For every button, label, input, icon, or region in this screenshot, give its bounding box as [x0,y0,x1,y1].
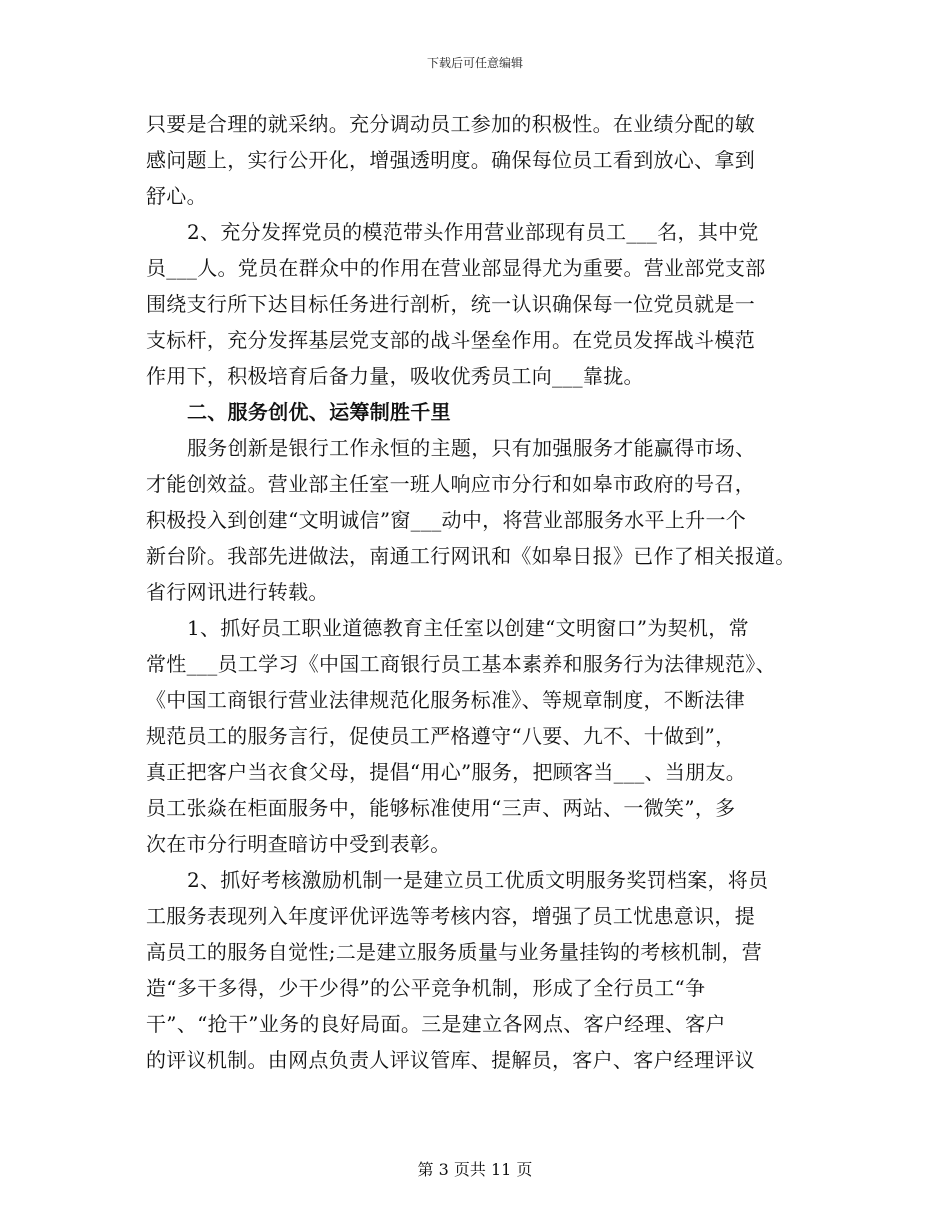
text-line: 舒心。 [146,184,207,208]
text-line: 员工张焱在柜面服务中，能够标准使用“三声、两站、一微笑”，多 [146,796,736,820]
text-line: 积极投入到创建“文明诚信”窗___动中，将营业部服务水平上升一个 [146,508,747,532]
paragraph-start: 服务创新是银行工作永恒的主题，只有加强服务才能赢得市场、 [187,436,756,460]
paragraph-start: 1、抓好员工职业道德教育主任室以创建“文明窗口”为契机，常 [187,616,749,640]
document-body [146,106,826,1078]
text-line: 围绕支行所下达目标任务进行剖析，统一认识确保每一位党员就是一 [146,292,755,316]
text-line: 作用下，积极培育后备力量，吸收优秀员工向___靠拢。 [146,364,644,388]
section-heading: 二、服务创优、运筹制胜千里 [187,400,451,424]
text-line: 常性___员工学习《中国工商银行员工基本素养和服务行为法律规范》、 [146,652,776,676]
text-line: 次在市分行明查暗访中受到表彰。 [146,832,451,856]
paragraph-start: 2、抓好考核激励机制一是建立员工优质文明服务奖罚档案，将员 [187,868,769,892]
text-line: 真正把客户当衣食父母，提倡“用心”服务，把顾客当___、当朋友。 [146,760,747,784]
text-line: 造“多干多得，少干少得”的公平竞争机制，形成了全行员工“争 [146,976,706,1000]
text-line: 工服务表现列入年度评优评选等考核内容，增强了员工忧患意识，提 [146,904,755,928]
page-number: 第 3 页共 11 页 [417,1160,533,1179]
paragraph-start: 2、充分发挥党员的模范带头作用营业部现有员工___名，其中党 [187,220,759,244]
text-line: 的评议机制。由网点负责人评议管库、提解员，客户、客户经理评议 [146,1048,755,1072]
text-line: 员___人。党员在群众中的作用在营业部显得尤为重要。营业部党支部 [146,256,766,280]
text-line: 高员工的服务自觉性;二是建立服务质量与业务量挂钩的考核机制，营 [146,940,763,964]
text-line: 支标杆，充分发挥基层党支部的战斗堡垒作用。在党员发挥战斗模范 [146,328,755,352]
text-line: 规范员工的服务言行，促使员工严格遵守“八要、九不、十做到”， [146,724,736,748]
text-line: 省行网讯进行转载。 [146,580,329,604]
text-line: 新台阶。我部先进做法，南通工行网讯和《如皋日报》已作了相关报道。 [146,544,796,568]
text-line: 干”、“抢干”业务的良好局面。三是建立各网点、客户经理、客户 [146,1012,726,1036]
text-line: 只要是合理的就采纳。充分调动员工参加的积极性。在业绩分配的敏 [146,112,755,136]
text-line: 《中国工商银行营业法律规范化服务标准》、等规章制度，不断法律 [146,688,745,712]
text-line: 才能创效益。营业部主任室一班人响应市分行和如皋市政府的号召， [146,472,755,496]
page-header: 下载后可任意编辑 [426,56,523,70]
text-line: 感问题上，实行公开化，增强透明度。确保每位员工看到放心、拿到 [146,148,755,172]
